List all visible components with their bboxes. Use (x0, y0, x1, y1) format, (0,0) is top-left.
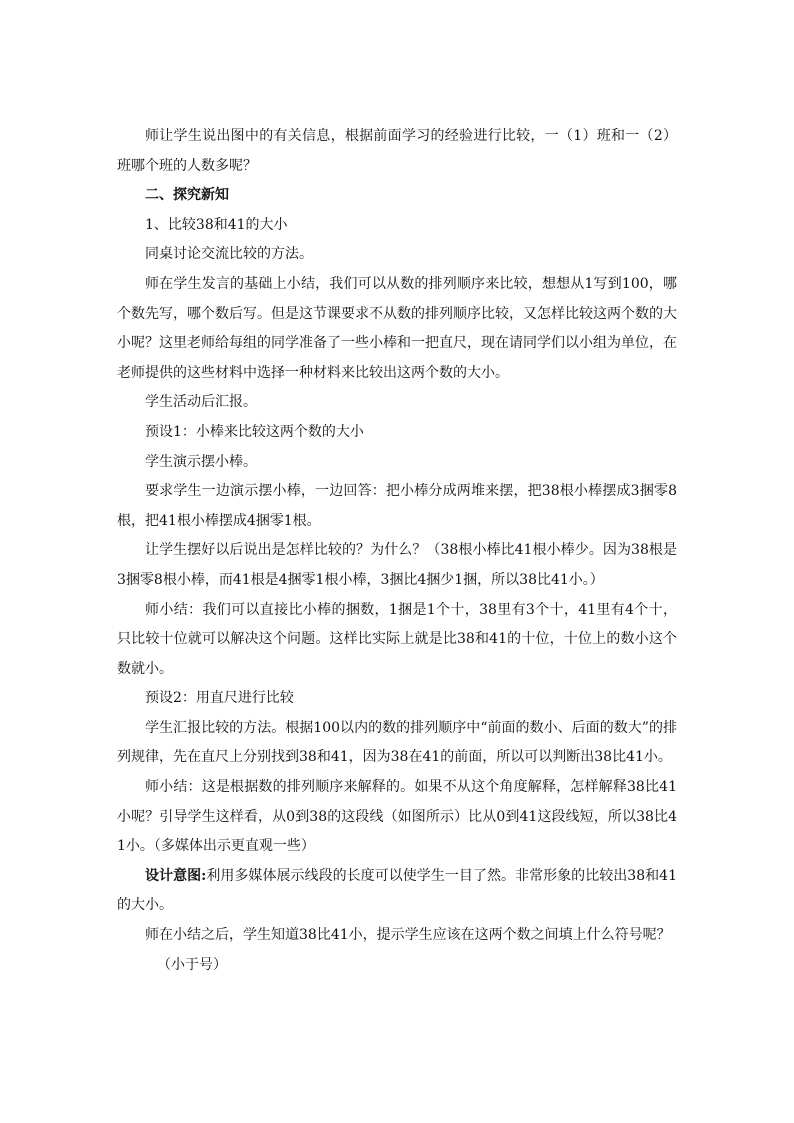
paragraph-explain: 让学生摆好以后说出是怎样比较的？为什么？（38根小棒比41根小棒少。因为38根是3捆零8根小棒，而41根是4捆零1根小棒，3捆比4捆少1捆，所以38比41小。） (117, 542, 677, 588)
document-body (117, 122, 677, 980)
paragraph-demo: 学生演示摆小棒。 (145, 453, 257, 470)
paragraph-symbol-question: 师在小结之后，学生知道38比41小，提示学生应该在这两个数之间填上什么符号呢？ (145, 927, 671, 944)
paragraph-design-intent (117, 862, 677, 921)
paragraph-intro: 师让学生说出图中的有关信息，根据前面学习的经验进行比较，一（1）班和一（2）班哪个班的人数多呢？ (117, 128, 677, 174)
paragraph-report: 学生活动后汇报。 (145, 394, 257, 411)
paragraph-ruler: 学生汇报比较的方法。根据100以内的数的排列顺序中“前面的数小、后面的数大”的排列规律，先在直尺上分别找到38和41，因为38在41的前面，所以可以判断出38比41小。 (117, 719, 677, 766)
design-intent-text: 利用多媒体展示线段的长度可以使学生一目了然。非常形象的比较出38和41的大小。 (117, 867, 677, 914)
paragraph-teacher-summary-1: 师小结：我们可以直接比小棒的捆数，1捆是1个十，38里有3个十，41里有4个十，只比较十位就可以解决这个问题。这样比实际上就是比38和41的十位，十位上的数小这个数就小。 (117, 601, 677, 677)
paragraph-summary-1: 师在学生发言的基础上小结，我们可以从数的排列顺序来比较，想想从1写到100，哪个数先写，哪个数后写。但是这节课要求不从数的排列顺序比较，又怎样比较这两个数的大小呢？这里老师给每组的同学准备了一些小棒和一把直尺，现在请同学们以小组为单位，在老师提供的这些材料中选择一种材料来比较出这两个数的大小。 (117, 275, 677, 381)
design-intent-label: 设计意图: (145, 867, 207, 884)
paragraph-demo-answer: 要求学生一边演示摆小棒，一边回答：把小棒分成两堆来摆，把38根小棒摆成3捆零8根，把41根小棒摆成4捆零1根。 (117, 483, 677, 529)
preset-1-title: 预设1：小棒来比较这两个数的大小 (145, 423, 364, 440)
paragraph-teacher-summary-2: 师小结：这是根据数的排列顺序来解释的。如果不从这个角度解释，怎样解释38比41小呢？引导学生这样看，从0到38的这段线（如图所示）比从0到41这段线短，所以38比41小。（多媒体出示更直观一些） (117, 779, 677, 855)
paragraph-discuss: 同桌讨论交流比较的方法。 (145, 246, 313, 263)
preset-2-title: 预设2：用直尺进行比较 (145, 690, 294, 707)
paragraph-answer: （小于号） (157, 956, 227, 973)
section-heading: 二、探究新知 (145, 187, 229, 204)
subsection-title: 1、比较38和41的大小 (145, 216, 288, 233)
